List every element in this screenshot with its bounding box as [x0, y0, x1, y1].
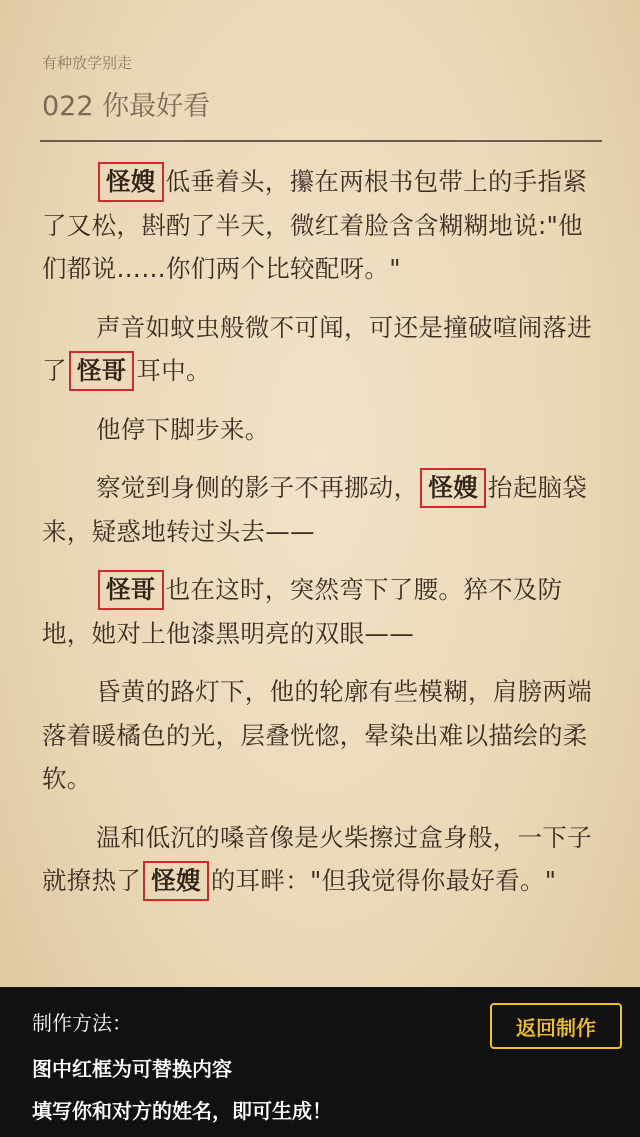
paragraph-3: 他停下脚步来。 [96, 414, 270, 444]
chapter-title: 022 你最好看 [42, 91, 211, 122]
replaceable-name[interactable]: 怪哥 [69, 351, 135, 391]
replaceable-name[interactable]: 怪哥 [98, 570, 164, 610]
paragraph-4: 察觉到身侧的影子不再挪动， 怪嫂 抬起脑袋来，疑惑地转过头去—— [42, 466, 598, 553]
instruction-line-1: 图中红框为可替换内容 [32, 1057, 232, 1081]
paragraph-5: 怪哥 也在这时，突然弯下了腰。猝不及防地，她对上他漆黑明亮的双眼—— [42, 568, 598, 655]
back-to-create-button[interactable]: 返回制作 [490, 1003, 622, 1049]
paragraph-7: 温和低沉的嗓音像是火柴擦过盒身般，一下子就撩热了 怪嫂 的耳畔："但我觉得你最好看。" [42, 816, 598, 903]
replaceable-name[interactable]: 怪嫂 [98, 162, 164, 202]
book-title: 有种放学别走 [42, 54, 133, 72]
replaceable-name[interactable]: 怪嫂 [143, 861, 209, 901]
header-divider [40, 140, 602, 142]
replaceable-name[interactable]: 怪嫂 [420, 468, 486, 508]
instructions-footer [0, 987, 640, 1137]
method-label: 制作方法： [32, 1011, 132, 1035]
paragraph-2: 声音如蚊虫般微不可闻，可还是撞破喧闹落进了 怪哥 耳中。 [42, 306, 598, 393]
story-content [42, 160, 598, 918]
paragraph-6: 昏黄的路灯下，他的轮廓有些模糊，肩膀两端落着暖橘色的光，层叠恍惚，晕染出难以描绘的柔软。 [42, 677, 592, 793]
instruction-line-2: 填写你和对方的姓名，即可生成！ [32, 1099, 332, 1123]
paragraph-1: 怪嫂 低垂着头，攥在两根书包带上的手指紧了又松，斟酌了半天，微红着脸含含糊糊地说:"他们都说……你们两个比较配呀。" [42, 160, 598, 291]
